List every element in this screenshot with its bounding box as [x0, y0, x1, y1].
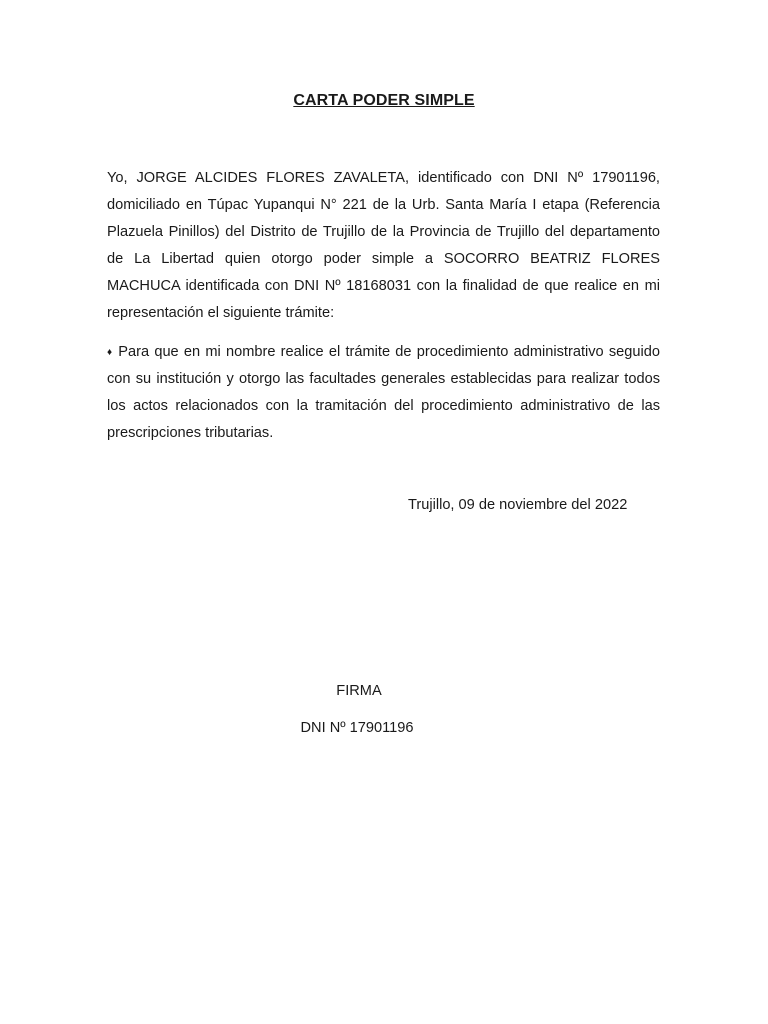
place-and-date: Trujillo, 09 de noviembre del 2022 — [408, 497, 628, 513]
document-title: CARTA PODER SIMPLE — [293, 92, 475, 109]
signature-dni: DNI Nº 17901196 — [300, 720, 414, 736]
signature-label: FIRMA — [336, 683, 382, 699]
body-paragraph-procedure — [107, 339, 660, 447]
body-paragraph-declaration: Yo, JORGE ALCIDES FLORES ZAVALETA, identificado con DNI Nº 17901196, domiciliado en Túpac Yupanqui N° 221 de la Urb. Santa María I etapa (Referencia Plazuela Pinillos) del Distrito de Trujillo de la Provincia de Trujillo del departamento de La Libertad quien otorgo poder simple a SOCORRO BEATRIZ FLORES MACHUCA identificada con DNI Nº 18168031 con la finalidad de que realice en mi representación el siguiente trámite: — [107, 170, 660, 321]
procedure-text: Para que en mi nombre realice el trámite de procedimiento administrativo seguido con su institución y otorgo las facultades generales establecidas para realizar todos los actos relacionados con la tramitación del procedimiento administrativo de las prescripciones tributarias. — [107, 344, 661, 441]
diamond-bullet-icon: ♦ — [107, 347, 114, 358]
